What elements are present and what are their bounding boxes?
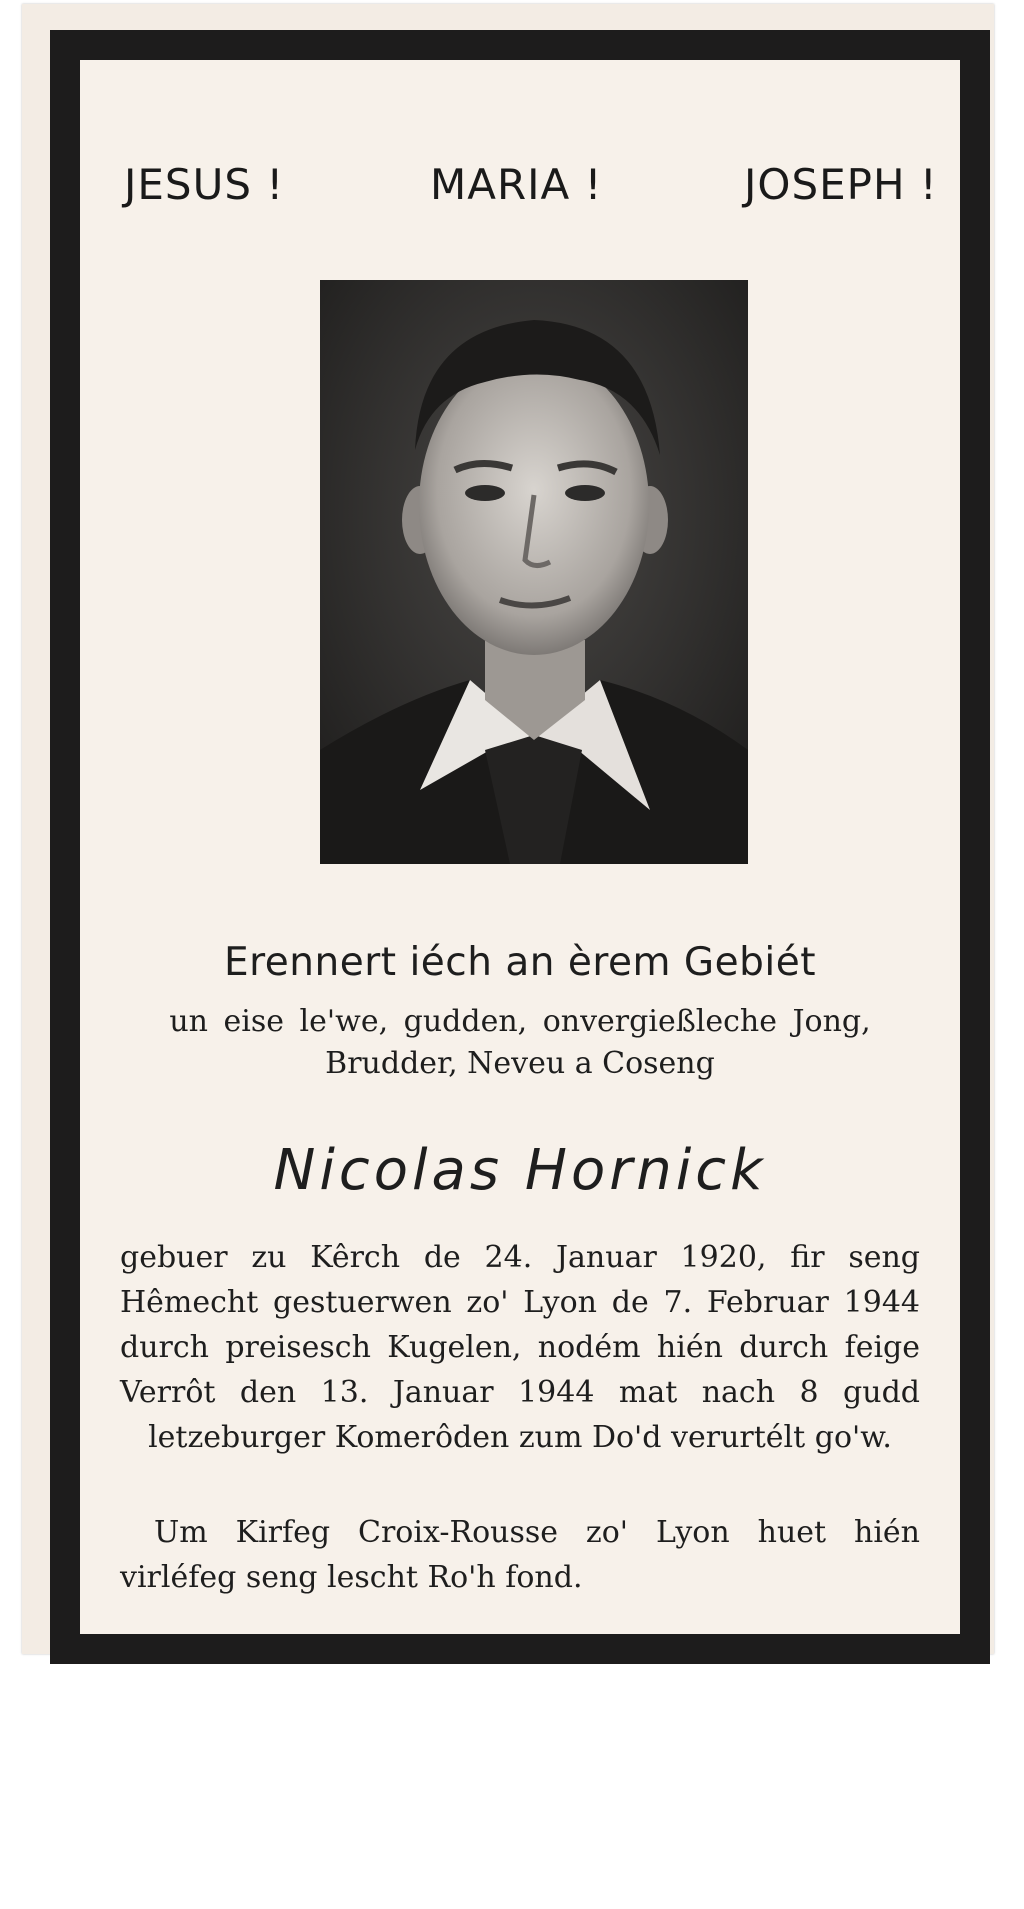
intro-line-3: Brudder, Neveu a Coseng	[325, 1046, 715, 1081]
burial-paragraph: Um Kirfeg Croix-Rousse zo' Lyon huet hién virléfeg seng lescht Ro'h fond.	[120, 1515, 920, 1595]
portrait-illustration	[320, 280, 748, 864]
header-invocation	[80, 160, 960, 220]
invocation-jesus: JESUS !	[124, 160, 285, 209]
intro-line-1: Erennert iéch an èrem Gebiét	[223, 940, 816, 985]
invocation-joseph: JOSEPH !	[744, 160, 938, 209]
memorial-card	[22, 4, 994, 1654]
intro-line-2: un eise le'we, gudden, onvergießleche Jong,	[169, 1004, 871, 1039]
biography-paragraph: gebuer zu Kêrch de 24. Januar 1920, fir seng Hêmecht gestuerwen zo' Lyon de 7. Februar 1944 durch preisesch Kugelen, nodém hién durch feige Verrôt den 13. Januar 1944 mat nach 8 gudd letzeburger Komerôden zum Do'd verurtélt go'w.	[120, 1240, 920, 1455]
black-mourning-border	[50, 30, 990, 1664]
portrait-photo	[320, 280, 748, 864]
deceased-name: Nicolas Hornick	[273, 1138, 767, 1203]
invocation-maria: MARIA !	[430, 160, 603, 209]
